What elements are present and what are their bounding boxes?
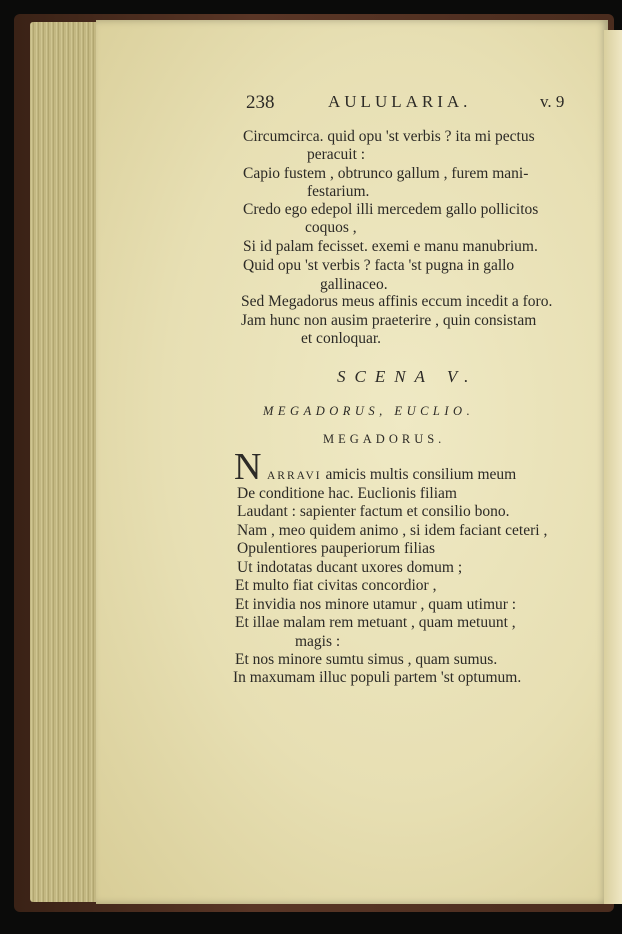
page-number: 238 xyxy=(246,92,275,113)
verse-line: festarium. xyxy=(307,183,370,200)
verse-line: Jam hunc non ausim praeterire , quin consistam xyxy=(241,312,537,329)
speech-line: Ut indotatas ducant uxores domum ; xyxy=(237,559,463,576)
verse-line: Capio fustem , obtrunco gallum , furem mani- xyxy=(243,165,529,182)
verse-line: Sed Megadorus meus affinis eccum incedit a foro. xyxy=(241,293,553,310)
verse-line: Credo ego edepol illi mercedem gallo pollicitos xyxy=(243,201,539,218)
speech-line: Laudant : sapienter factum et consilio bono. xyxy=(237,503,510,520)
speech-line: De conditione hac. Euclionis filiam xyxy=(237,485,457,502)
verse-line: gallinaceo. xyxy=(320,276,388,293)
speech-line: In maxumam illuc populi partem 'st optumum. xyxy=(233,669,522,686)
verse-line: Quid opu 'st verbis ? facta 'st pugna in gallo xyxy=(243,257,515,274)
speech-line: Et invidia nos minore utamur , quam utimur : xyxy=(235,596,517,613)
verse-line: et conloquar. xyxy=(301,330,382,347)
speech-line: Nam , meo quidem animo , si idem faciant ceteri , xyxy=(237,522,548,539)
verse-line: Si id palam fecisset. exemi e manu manubrium. xyxy=(243,238,538,255)
running-title: AULULARIA. xyxy=(328,92,472,111)
verse-line: Circumcirca. quid opu 'st verbis ? ita mi pectus xyxy=(243,128,535,145)
scene-title: SCENA V. xyxy=(337,367,478,386)
first-line-rest: amicis multis consilium meum xyxy=(321,466,517,483)
drop-cap: N xyxy=(234,446,262,488)
speech-line: Et multo fiat civitas concordior , xyxy=(235,577,437,594)
speech-line: magis : xyxy=(295,633,341,650)
verse-line: coquos , xyxy=(305,219,357,236)
speech-line: Et illae malam rem metuant , quam metuunt , xyxy=(235,614,516,631)
facing-page-edge xyxy=(604,30,622,904)
speech-line: Et nos minore sumtu simus , quam sumus. xyxy=(235,651,498,668)
speech-first-line xyxy=(267,466,516,484)
signature-mark: v. 9 xyxy=(540,92,565,111)
small-caps-word: ARRAVI xyxy=(267,470,322,482)
speech-line: Opulentiores pauperiorum filias xyxy=(237,540,436,557)
speaker-name: MEGADORUS. xyxy=(323,432,446,446)
scene-persons: MEGADORUS, EUCLIO. xyxy=(263,404,475,418)
verse-line: peracuit : xyxy=(307,146,366,163)
